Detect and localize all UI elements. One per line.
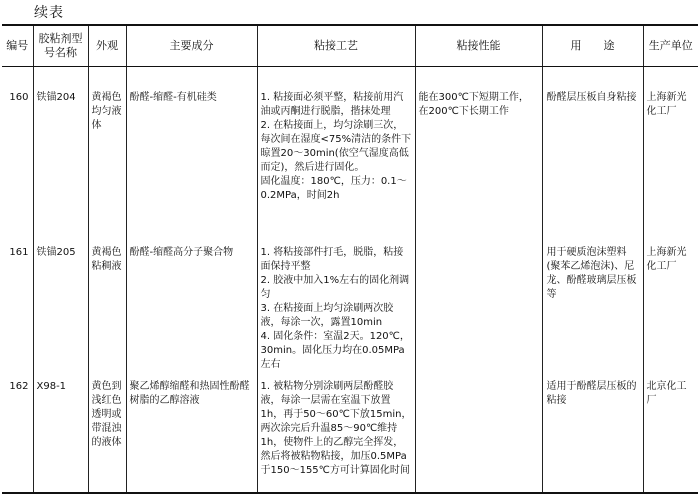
adhesive-table xyxy=(2,24,698,494)
cell-appearance: 黄褐色均匀液体 xyxy=(88,67,126,241)
cell-id: 161 xyxy=(2,240,33,374)
cell-performance xyxy=(415,374,542,493)
cell-producer: 上海新光化工厂 xyxy=(643,240,698,374)
header-usage: 用 途 xyxy=(542,25,643,67)
cell-usage: 适用于酚醛层压板的粘接 xyxy=(542,374,643,493)
cell-id: 160 xyxy=(2,67,33,241)
continued-label: 续表 xyxy=(34,5,64,21)
table-row xyxy=(2,67,698,241)
cell-id: 162 xyxy=(2,374,33,493)
cell-components: 酚醛-缩醛高分子聚合物 xyxy=(126,240,257,374)
cell-name: 铁锚205 xyxy=(33,240,88,374)
cell-components: 酚醛-缩醛-有机硅类 xyxy=(126,67,257,241)
cell-components: 聚乙烯醇缩醛和热固性酚醛树脂的乙醇溶液 xyxy=(126,374,257,493)
cell-process: 1. 将粘接部件打毛，脱脂，粘接面保持平整 2. 胶液中加入1%左右的固化剂调匀 3. 在粘接面上均匀涂刷两次胶液，每涂一次，露置10min 4. 固化条件：室温2天。120℃，30min。固化压力均在0.05MPa左右 xyxy=(257,240,415,374)
cell-performance: 能在300℃下短期工作，在200℃下长期工作 xyxy=(415,67,542,241)
header-process: 粘接工艺 xyxy=(257,25,415,67)
table-row xyxy=(2,240,698,374)
header-performance: 粘接性能 xyxy=(415,25,542,67)
header-components: 主要成分 xyxy=(126,25,257,67)
cell-usage: 用于硬质泡沫塑料(聚苯乙烯泡沫)、尼龙、酚醛玻璃层压板等 xyxy=(542,240,643,374)
header-producer: 生产单位 xyxy=(643,25,698,67)
cell-process: 1. 粘接面必须平整，粘接前用汽油或丙酮进行脱脂，揩抹处理 2. 在粘接面上，均匀涂刷三次，每次间在湿度<75%清洁的条件下晾置20～30min(依空气湿度高低而定)，然后进行固化。 固化温度：180℃，压力：0.1～0.2MPa，时间2h xyxy=(257,67,415,241)
cell-name: X98-1 xyxy=(33,374,88,493)
header-row xyxy=(2,25,698,67)
header-name: 胶粘剂型号名称 xyxy=(33,25,88,67)
cell-performance xyxy=(415,240,542,374)
cell-process: 1. 被粘物分别涂刷两层酚醛胶液，每涂一层需在室温下放置1h，再于50～60℃下放15min，两次涂完后升温85～90℃维持1h，使物件上的乙醇完全挥发，然后将被粘物粘接，加压0.5MPa于150～155℃方可计算固化时间 xyxy=(257,374,415,493)
cell-appearance: 黄色到浅红色透明或带混浊的液体 xyxy=(88,374,126,493)
header-appearance: 外观 xyxy=(88,25,126,67)
cell-usage: 酚醛层压板自身粘接 xyxy=(542,67,643,241)
cell-producer: 上海新光化工厂 xyxy=(643,67,698,241)
cell-appearance: 黄褐色粘稠液 xyxy=(88,240,126,374)
cell-name: 铁锚204 xyxy=(33,67,88,241)
header-id: 编号 xyxy=(2,25,33,67)
cell-producer: 北京化工厂 xyxy=(643,374,698,493)
table-row xyxy=(2,374,698,493)
